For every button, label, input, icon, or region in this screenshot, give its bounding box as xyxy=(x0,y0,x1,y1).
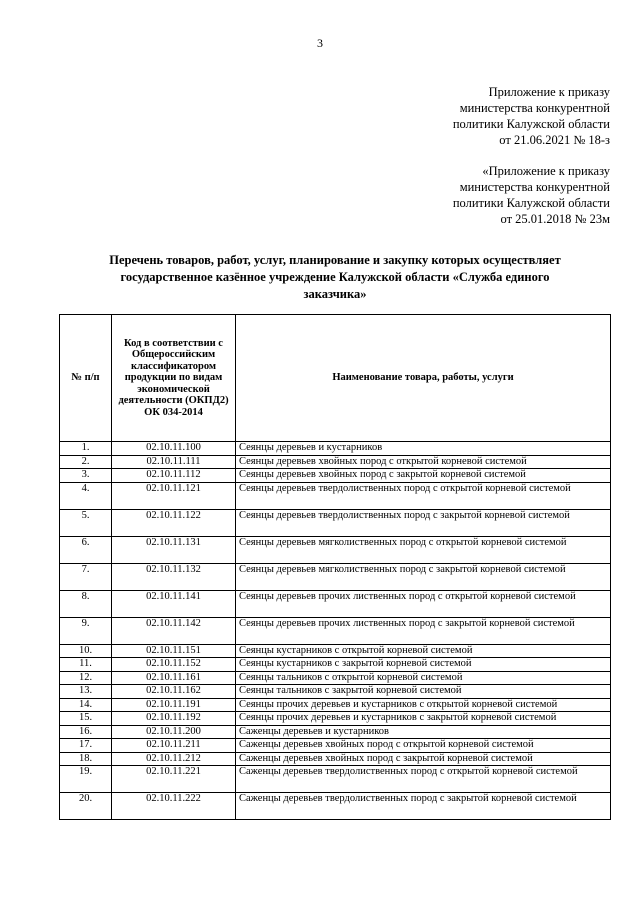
row-code: 02.10.11.131 xyxy=(112,536,236,563)
row-number: 1. xyxy=(60,442,112,456)
row-name: Сеянцы тальников с закрытой корневой системой xyxy=(236,685,611,699)
table-body xyxy=(60,442,611,820)
table-row xyxy=(60,482,611,509)
row-number: 15. xyxy=(60,712,112,726)
header-code: Код в соответствии с Общероссийским классификатором продукции по видам экономической деятельности (ОКПД2) ОК 034-2014 xyxy=(112,315,236,442)
row-number: 18. xyxy=(60,752,112,766)
row-number: 2. xyxy=(60,455,112,469)
row-number: 9. xyxy=(60,617,112,644)
row-name: Сеянцы прочих деревьев и кустарников с открытой корневой системой xyxy=(236,698,611,712)
row-code: 02.10.11.112 xyxy=(112,469,236,483)
row-code: 02.10.11.192 xyxy=(112,712,236,726)
row-number: 19. xyxy=(60,766,112,793)
row-number: 4. xyxy=(60,482,112,509)
header-name: Наименование товара, работы, услуги xyxy=(236,315,611,442)
row-name: Сеянцы деревьев прочих лиственных пород с закрытой корневой системой xyxy=(236,617,611,644)
appendix-original-line: от 25.01.2018 № 23м xyxy=(500,212,610,226)
row-number: 8. xyxy=(60,590,112,617)
table-row xyxy=(60,712,611,726)
row-name: Саженцы деревьев твердолиственных пород с открытой корневой системой xyxy=(236,766,611,793)
row-name: Сеянцы деревьев прочих лиственных пород с открытой корневой системой xyxy=(236,590,611,617)
row-number: 20. xyxy=(60,793,112,820)
page-number: 3 xyxy=(317,36,323,50)
row-number: 7. xyxy=(60,563,112,590)
table-row xyxy=(60,752,611,766)
row-number: 11. xyxy=(60,658,112,672)
appendix-current-line: Приложение к приказу xyxy=(488,85,610,99)
row-number: 3. xyxy=(60,469,112,483)
row-name: Сеянцы кустарников с открытой корневой системой xyxy=(236,644,611,658)
row-code: 02.10.11.111 xyxy=(112,455,236,469)
appendix-original xyxy=(453,163,610,227)
row-number: 17. xyxy=(60,739,112,753)
row-code: 02.10.11.142 xyxy=(112,617,236,644)
row-name: Сеянцы деревьев мягколиственных пород с закрытой корневой системой xyxy=(236,563,611,590)
row-name: Саженцы деревьев хвойных пород с закрытой корневой системой xyxy=(236,752,611,766)
appendix-original-line: «Приложение к приказу xyxy=(482,164,610,178)
row-code: 02.10.11.100 xyxy=(112,442,236,456)
row-number: 10. xyxy=(60,644,112,658)
row-code: 02.10.11.191 xyxy=(112,698,236,712)
appendix-current-line: политики Калужской области xyxy=(452,117,610,131)
table-row xyxy=(60,469,611,483)
row-name: Сеянцы кустарников с закрытой корневой системой xyxy=(236,658,611,672)
goods-table xyxy=(59,314,611,820)
document-title xyxy=(60,252,610,303)
row-code: 02.10.11.222 xyxy=(112,793,236,820)
row-code: 02.10.11.132 xyxy=(112,563,236,590)
table-row xyxy=(60,644,611,658)
appendix-current xyxy=(453,84,610,148)
row-number: 12. xyxy=(60,671,112,685)
table-row xyxy=(60,766,611,793)
table-row xyxy=(60,536,611,563)
row-code: 02.10.11.152 xyxy=(112,658,236,672)
row-code: 02.10.11.221 xyxy=(112,766,236,793)
row-code: 02.10.11.200 xyxy=(112,725,236,739)
table-row xyxy=(60,685,611,699)
row-name: Саженцы деревьев твердолиственных пород с закрытой корневой системой xyxy=(236,793,611,820)
table-row xyxy=(60,617,611,644)
row-name: Сеянцы деревьев твердолиственных пород с закрытой корневой системой xyxy=(236,509,611,536)
table-row xyxy=(60,739,611,753)
row-code: 02.10.11.141 xyxy=(112,590,236,617)
table-row xyxy=(60,509,611,536)
row-number: 13. xyxy=(60,685,112,699)
row-name: Сеянцы деревьев хвойных пород с закрытой корневой системой xyxy=(236,469,611,483)
row-name: Саженцы деревьев хвойных пород с открытой корневой системой xyxy=(236,739,611,753)
title-line: Перечень товаров, работ, услуг, планирование и закупку которых осуществляет xyxy=(109,253,561,267)
row-name: Сеянцы деревьев твердолиственных пород с открытой корневой системой xyxy=(236,482,611,509)
row-number: 5. xyxy=(60,509,112,536)
table-row xyxy=(60,455,611,469)
row-name: Сеянцы деревьев мягколиственных пород с открытой корневой системой xyxy=(236,536,611,563)
appendix-original-line: министерства конкурентной xyxy=(459,180,610,194)
table-row xyxy=(60,725,611,739)
table-row xyxy=(60,590,611,617)
row-code: 02.10.11.122 xyxy=(112,509,236,536)
row-code: 02.10.11.162 xyxy=(112,685,236,699)
appendix-current-line: от 21.06.2021 № 18-з xyxy=(499,133,610,147)
row-name: Сеянцы прочих деревьев и кустарников с закрытой корневой системой xyxy=(236,712,611,726)
table-row xyxy=(60,442,611,456)
table-row xyxy=(60,698,611,712)
row-name: Сеянцы деревьев и кустарников xyxy=(236,442,611,456)
appendix-current-line: министерства конкурентной xyxy=(459,101,610,115)
row-number: 14. xyxy=(60,698,112,712)
row-name: Саженцы деревьев и кустарников xyxy=(236,725,611,739)
row-name: Сеянцы тальников с открытой корневой системой xyxy=(236,671,611,685)
row-name: Сеянцы деревьев хвойных пород с открытой корневой системой xyxy=(236,455,611,469)
title-line: государственное казённое учреждение Калужской области «Служба единого xyxy=(120,270,550,284)
row-number: 6. xyxy=(60,536,112,563)
table-row xyxy=(60,563,611,590)
appendix-original-line: политики Калужской области xyxy=(452,196,610,210)
row-code: 02.10.11.121 xyxy=(112,482,236,509)
table-row xyxy=(60,658,611,672)
title-line: заказчика» xyxy=(303,287,367,301)
table-row xyxy=(60,671,611,685)
row-code: 02.10.11.211 xyxy=(112,739,236,753)
row-number: 16. xyxy=(60,725,112,739)
row-code: 02.10.11.161 xyxy=(112,671,236,685)
header-num: № п/п xyxy=(60,315,112,442)
table-row xyxy=(60,793,611,820)
row-code: 02.10.11.212 xyxy=(112,752,236,766)
row-code: 02.10.11.151 xyxy=(112,644,236,658)
